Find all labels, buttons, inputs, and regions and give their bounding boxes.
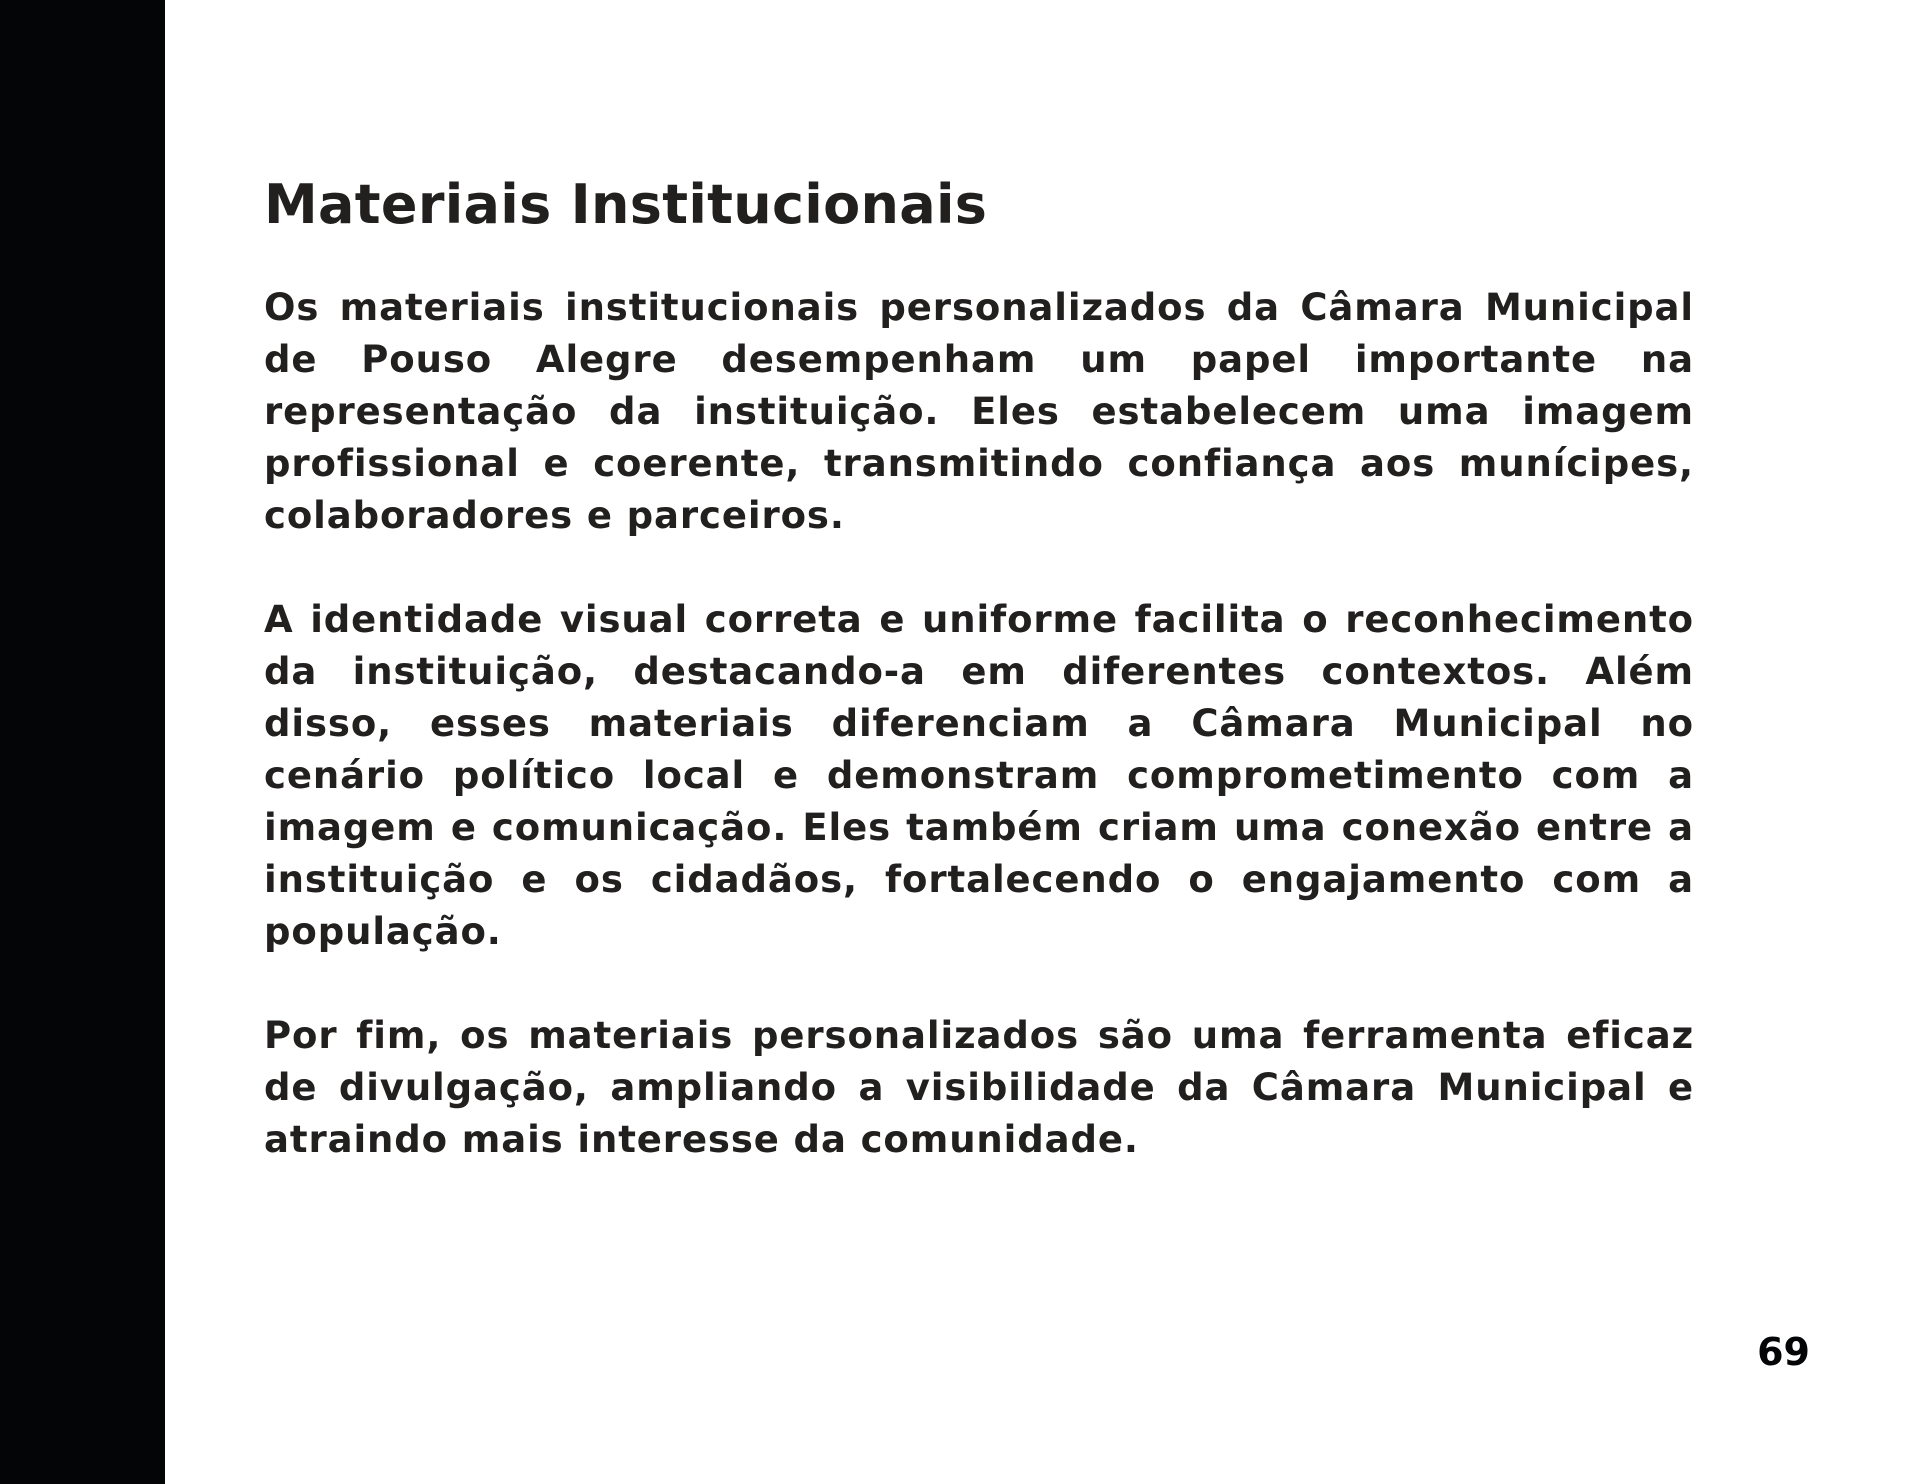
page-content xyxy=(264,170,1694,1218)
paragraph-3: Por fim, os materiais personalizados são uma ferramenta eficaz de divulgação, ampliando a visibilidade da Câmara Municipal e atraindo mais interesse da comunidade. xyxy=(264,1014,1694,1161)
paragraph-2: A identidade visual correta e uniforme facilita o reconhecimento da instituição, destacando-a em diferentes contextos. Além disso, esses materiais diferenciam a Câmara Municipal no cenário político local e demonstram comprometimento com a imagem e comunicação. Eles também criam uma conexão entre a instituição e os cidadãos, fortalecendo o engajamento com a população. xyxy=(264,598,1694,953)
page-title: Materiais Institucionais xyxy=(264,173,988,236)
page-number: 69 xyxy=(1757,1330,1810,1374)
left-black-bar xyxy=(0,0,165,1484)
paragraph-1: Os materiais institucionais personalizados da Câmara Municipal de Pouso Alegre desempenham um papel importante na representação da instituição. Eles estabelecem uma imagem profissional e coerente, transmitindo confiança aos munícipes, colaboradores e parceiros. xyxy=(264,286,1694,537)
